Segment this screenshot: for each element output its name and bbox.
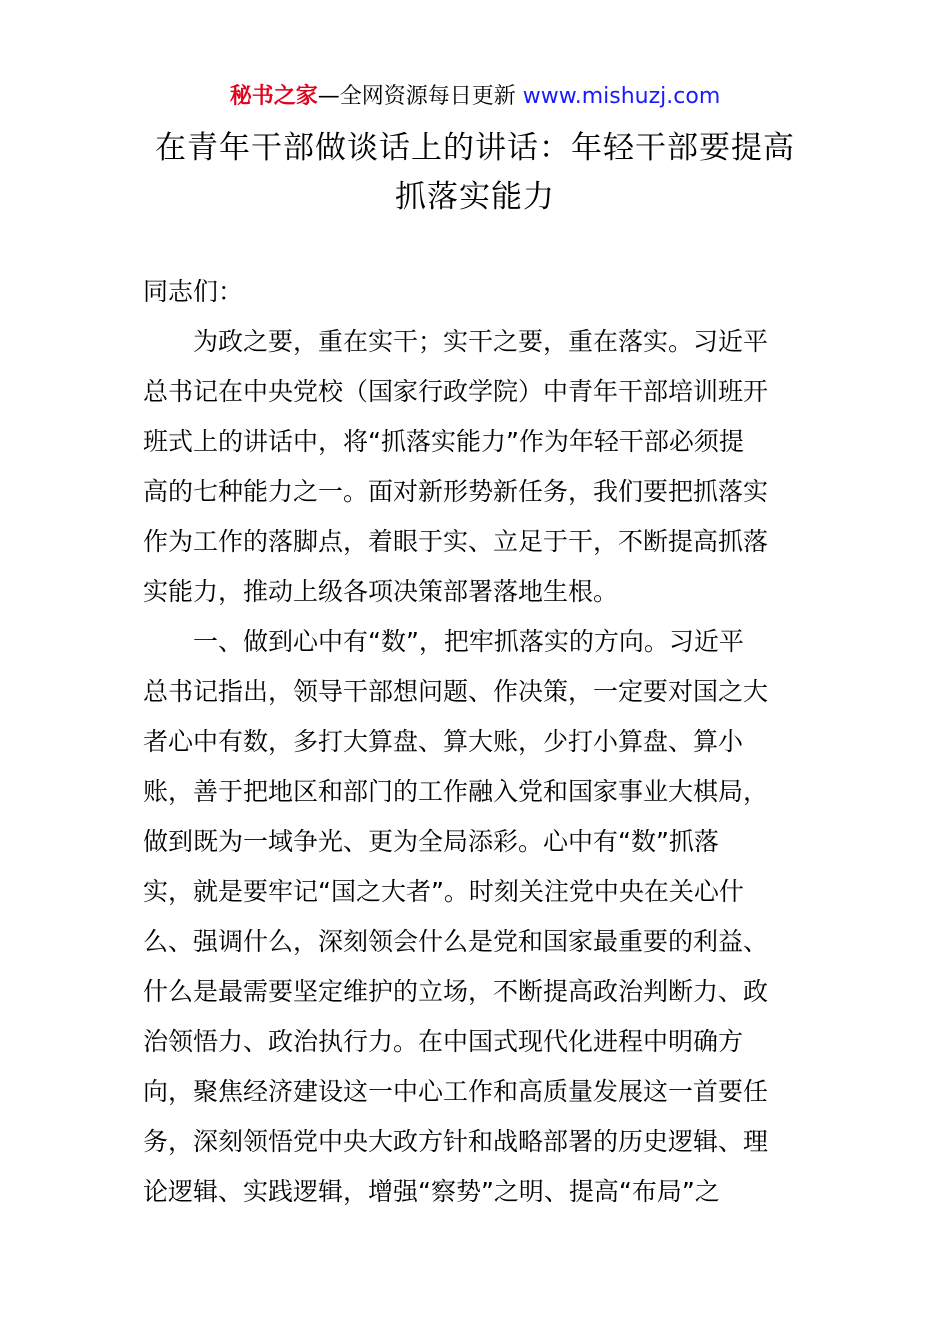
body-line: 么、强调什么，深刻领会什么是党和国家最重要的利益、 bbox=[143, 927, 769, 956]
site-watermark bbox=[0, 82, 950, 112]
body-line: 向，聚焦经济建设这一中心工作和高质量发展这一首要任 bbox=[143, 1077, 769, 1106]
body-line: 账，善于把地区和部门的工作融入党和国家事业大棋局， bbox=[143, 777, 769, 806]
document-body bbox=[143, 267, 813, 1217]
body-line: 为政之要，重在实干；实干之要，重在落实。习近平 bbox=[193, 327, 769, 356]
body-line: 总书记在中央党校（国家行政学院）中青年干部培训班开 bbox=[143, 377, 769, 406]
body-line: 做到既为一域争光、更为全局添彩。心中有“数”抓落 bbox=[143, 827, 719, 856]
body-line: 总书记指出，领导干部想问题、作决策，一定要对国之大 bbox=[143, 677, 769, 706]
body-line: 作为工作的落脚点，着眼于实、立足于干，不断提高抓落 bbox=[143, 527, 769, 556]
salutation: 同志们： bbox=[143, 277, 244, 306]
body-line: 班式上的讲话中，将“抓落实能力”作为年轻干部必须提 bbox=[143, 427, 744, 456]
body-line: 务，深刻领悟党中央大政方针和战略部署的历史逻辑、理 bbox=[143, 1127, 769, 1156]
watermark-brand: 秘书之家 bbox=[229, 84, 318, 109]
body-line: 者心中有数，多打大算盘、算大账，少打小算盘、算小 bbox=[143, 727, 744, 756]
body-line: 高的七种能力之一。面对新形势新任务，我们要把抓落实 bbox=[143, 477, 769, 506]
document-title-line-2: 抓落实能力 bbox=[395, 179, 555, 215]
document-title-line-1: 在青年干部做谈话上的讲话：年轻干部要提高 bbox=[155, 130, 795, 166]
body-line: 什么是最需要坚定维护的立场，不断提高政治判断力、政 bbox=[143, 977, 769, 1006]
watermark-url[interactable]: www.mishuzj.com bbox=[522, 84, 721, 109]
body-line: 治领悟力、政治执行力。在中国式现代化进程中明确方 bbox=[143, 1027, 744, 1056]
section-heading-line: 一、做到心中有“数”，把牢抓落实的方向。习近平 bbox=[193, 627, 744, 656]
body-line: 实，就是要牢记“国之大者”。时刻关注党中央在关心什 bbox=[143, 877, 744, 906]
body-line: 实能力，推动上级各项决策部署落地生根。 bbox=[143, 577, 619, 606]
body-line: 论逻辑、实践逻辑，增强“察势”之明、提高“布局”之 bbox=[143, 1177, 720, 1206]
watermark-tagline: —全网资源每日更新 bbox=[317, 84, 523, 109]
